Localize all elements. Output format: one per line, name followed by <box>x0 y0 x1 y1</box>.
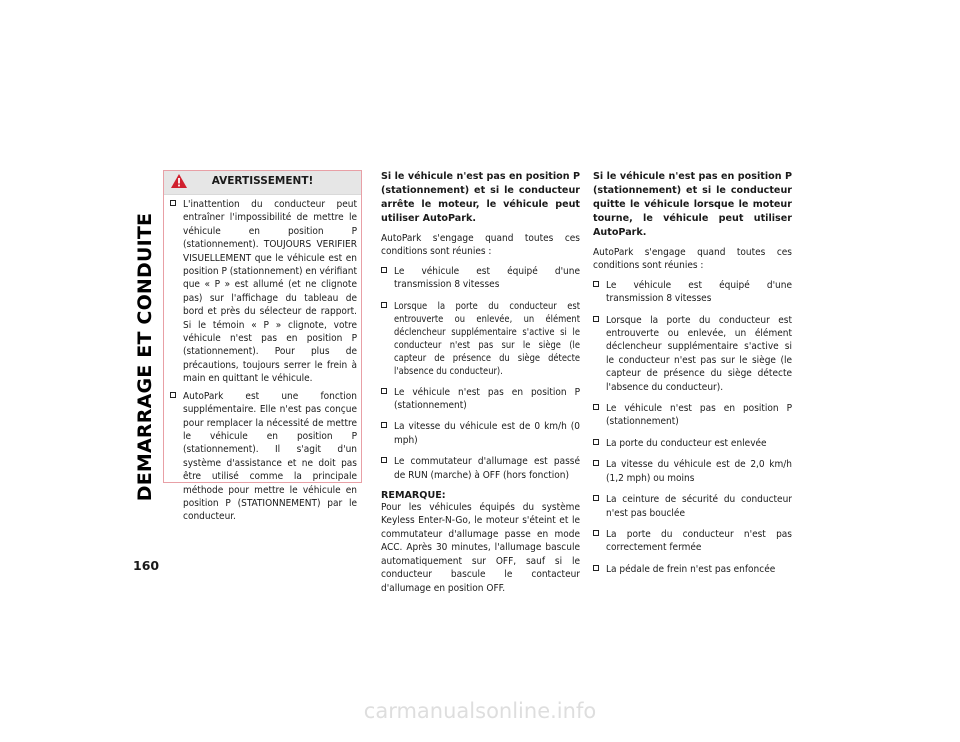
list-item: L'inattention du conducteur peut entraîner l'impossibilité de mettre le véhicule en position P (stationnement). TOUJOURS VERIFIER VISUELLEMENT que le véhicule est en position P (stationnement) en vérifiant que « P » est allumé (et ne clignote pas) sur l'affichage du tableau de bord et près du sélecteur de rapport. Si le témoin « P » clignote, votre véhicule n'est pas en position P (stationnement). Pour plus de précautions, toujours serrer le frein à main en quittant le véhicule. <box>170 198 357 386</box>
checkbox-bullet-icon <box>170 200 176 206</box>
note-text: Pour les véhicules équipés du système Keyless Enter-N-Go, le moteur s'éteint et le commutateur d'allumage passe en mode ACC. Après 30 minutes, l'allumage bascule automatiquement sur OFF, sauf si le conducteur bascule le contacteur d'allumage en position OFF. <box>381 502 580 594</box>
checkbox-bullet-icon <box>381 302 387 308</box>
list-item: La pédale de frein n'est pas enfoncée <box>593 563 792 576</box>
warning-list <box>164 195 361 524</box>
list-item: La vitesse du véhicule est de 0 km/h (0 mph) <box>381 420 580 447</box>
warning-box <box>163 170 362 523</box>
section-heading: Si le véhicule n'est pas en position P (stationnement) et si le conducteur arrête le moteur, le véhicule peut utiliser AutoPark. <box>381 171 580 224</box>
list-item: Le véhicule n'est pas en position P (stationnement) <box>593 402 792 429</box>
conditions-list <box>593 279 792 576</box>
checkbox-bullet-icon <box>593 281 599 287</box>
list-item: La porte du conducteur n'est pas correctement fermée <box>593 528 792 555</box>
section-side-title-text: DEMARRAGE ET CONDUITE <box>134 212 156 502</box>
list-item: Le commutateur d'allumage est passé de RUN (marche) à OFF (hors fonction) <box>381 455 580 482</box>
list-item: Le véhicule n'est pas en position P (stationnement) <box>381 386 580 413</box>
list-item: Lorsque la porte du conducteur est entrouverte ou enlevée, un élément déclencheur supplémentaire s'active si le conducteur n'est pas sur le siège (le capteur de présence du siège détecte l'absence du conducteur). <box>593 314 792 394</box>
checkbox-bullet-icon <box>593 565 599 571</box>
section-heading: Si le véhicule n'est pas en position P (stationnement) et si le conducteur quitte le véhicule lorsque le moteur tourne, le véhicule peut utiliser AutoPark. <box>593 171 792 238</box>
column-engine-off <box>381 170 580 601</box>
note-label: REMARQUE: <box>381 490 446 502</box>
list-item: AutoPark est une fonction supplémentaire. Elle n'est pas conçue pour remplacer la nécessité de mettre le véhicule en position P (stationnement). Il s'agit d'un système d'assistance et ne doit pas être utilisé comme la principale méthode pour mettre le véhicule en position P (STATIONNEMENT) par le conducteur. <box>170 390 357 524</box>
checkbox-bullet-icon <box>593 495 599 501</box>
list-item: Lorsque la porte du conducteur est entrouverte ou enlevée, un élément déclencheur supplémentaire s'active si le conducteur n'est pas sur le siège (le capteur de présence du siège détecte l'absence du conducteur). <box>381 300 580 378</box>
warning-title: AVERTISSEMENT! <box>211 175 314 187</box>
checkbox-bullet-icon <box>593 439 599 445</box>
warning-header <box>164 171 361 195</box>
checkbox-bullet-icon <box>593 404 599 410</box>
checkbox-bullet-icon <box>593 316 599 322</box>
checkbox-bullet-icon <box>381 267 387 273</box>
checkbox-bullet-icon <box>593 530 599 536</box>
checkbox-bullet-icon <box>381 388 387 394</box>
list-item: Le véhicule est équipé d'une transmission 8 vitesses <box>381 265 580 292</box>
intro-paragraph: AutoPark s'engage quand toutes ces conditions sont réunies : <box>381 233 580 258</box>
conditions-list <box>381 265 580 482</box>
list-item: Le véhicule est équipé d'une transmission 8 vitesses <box>593 279 792 306</box>
checkbox-bullet-icon <box>593 460 599 466</box>
intro-paragraph: AutoPark s'engage quand toutes ces conditions sont réunies : <box>593 247 792 272</box>
list-item: La vitesse du véhicule est de 2,0 km/h (1,2 mph) ou moins <box>593 458 792 485</box>
section-side-title <box>134 172 156 542</box>
checkbox-bullet-icon <box>381 422 387 428</box>
checkbox-bullet-icon <box>381 457 387 463</box>
list-item: La ceinture de sécurité du conducteur n'est pas bouclée <box>593 493 792 520</box>
column-engine-running <box>593 170 792 584</box>
list-item: La porte du conducteur est enlevée <box>593 437 792 450</box>
watermark: carmanualsonline.info <box>363 699 597 723</box>
checkbox-bullet-icon <box>170 392 176 398</box>
page-number: 160 <box>133 558 160 573</box>
